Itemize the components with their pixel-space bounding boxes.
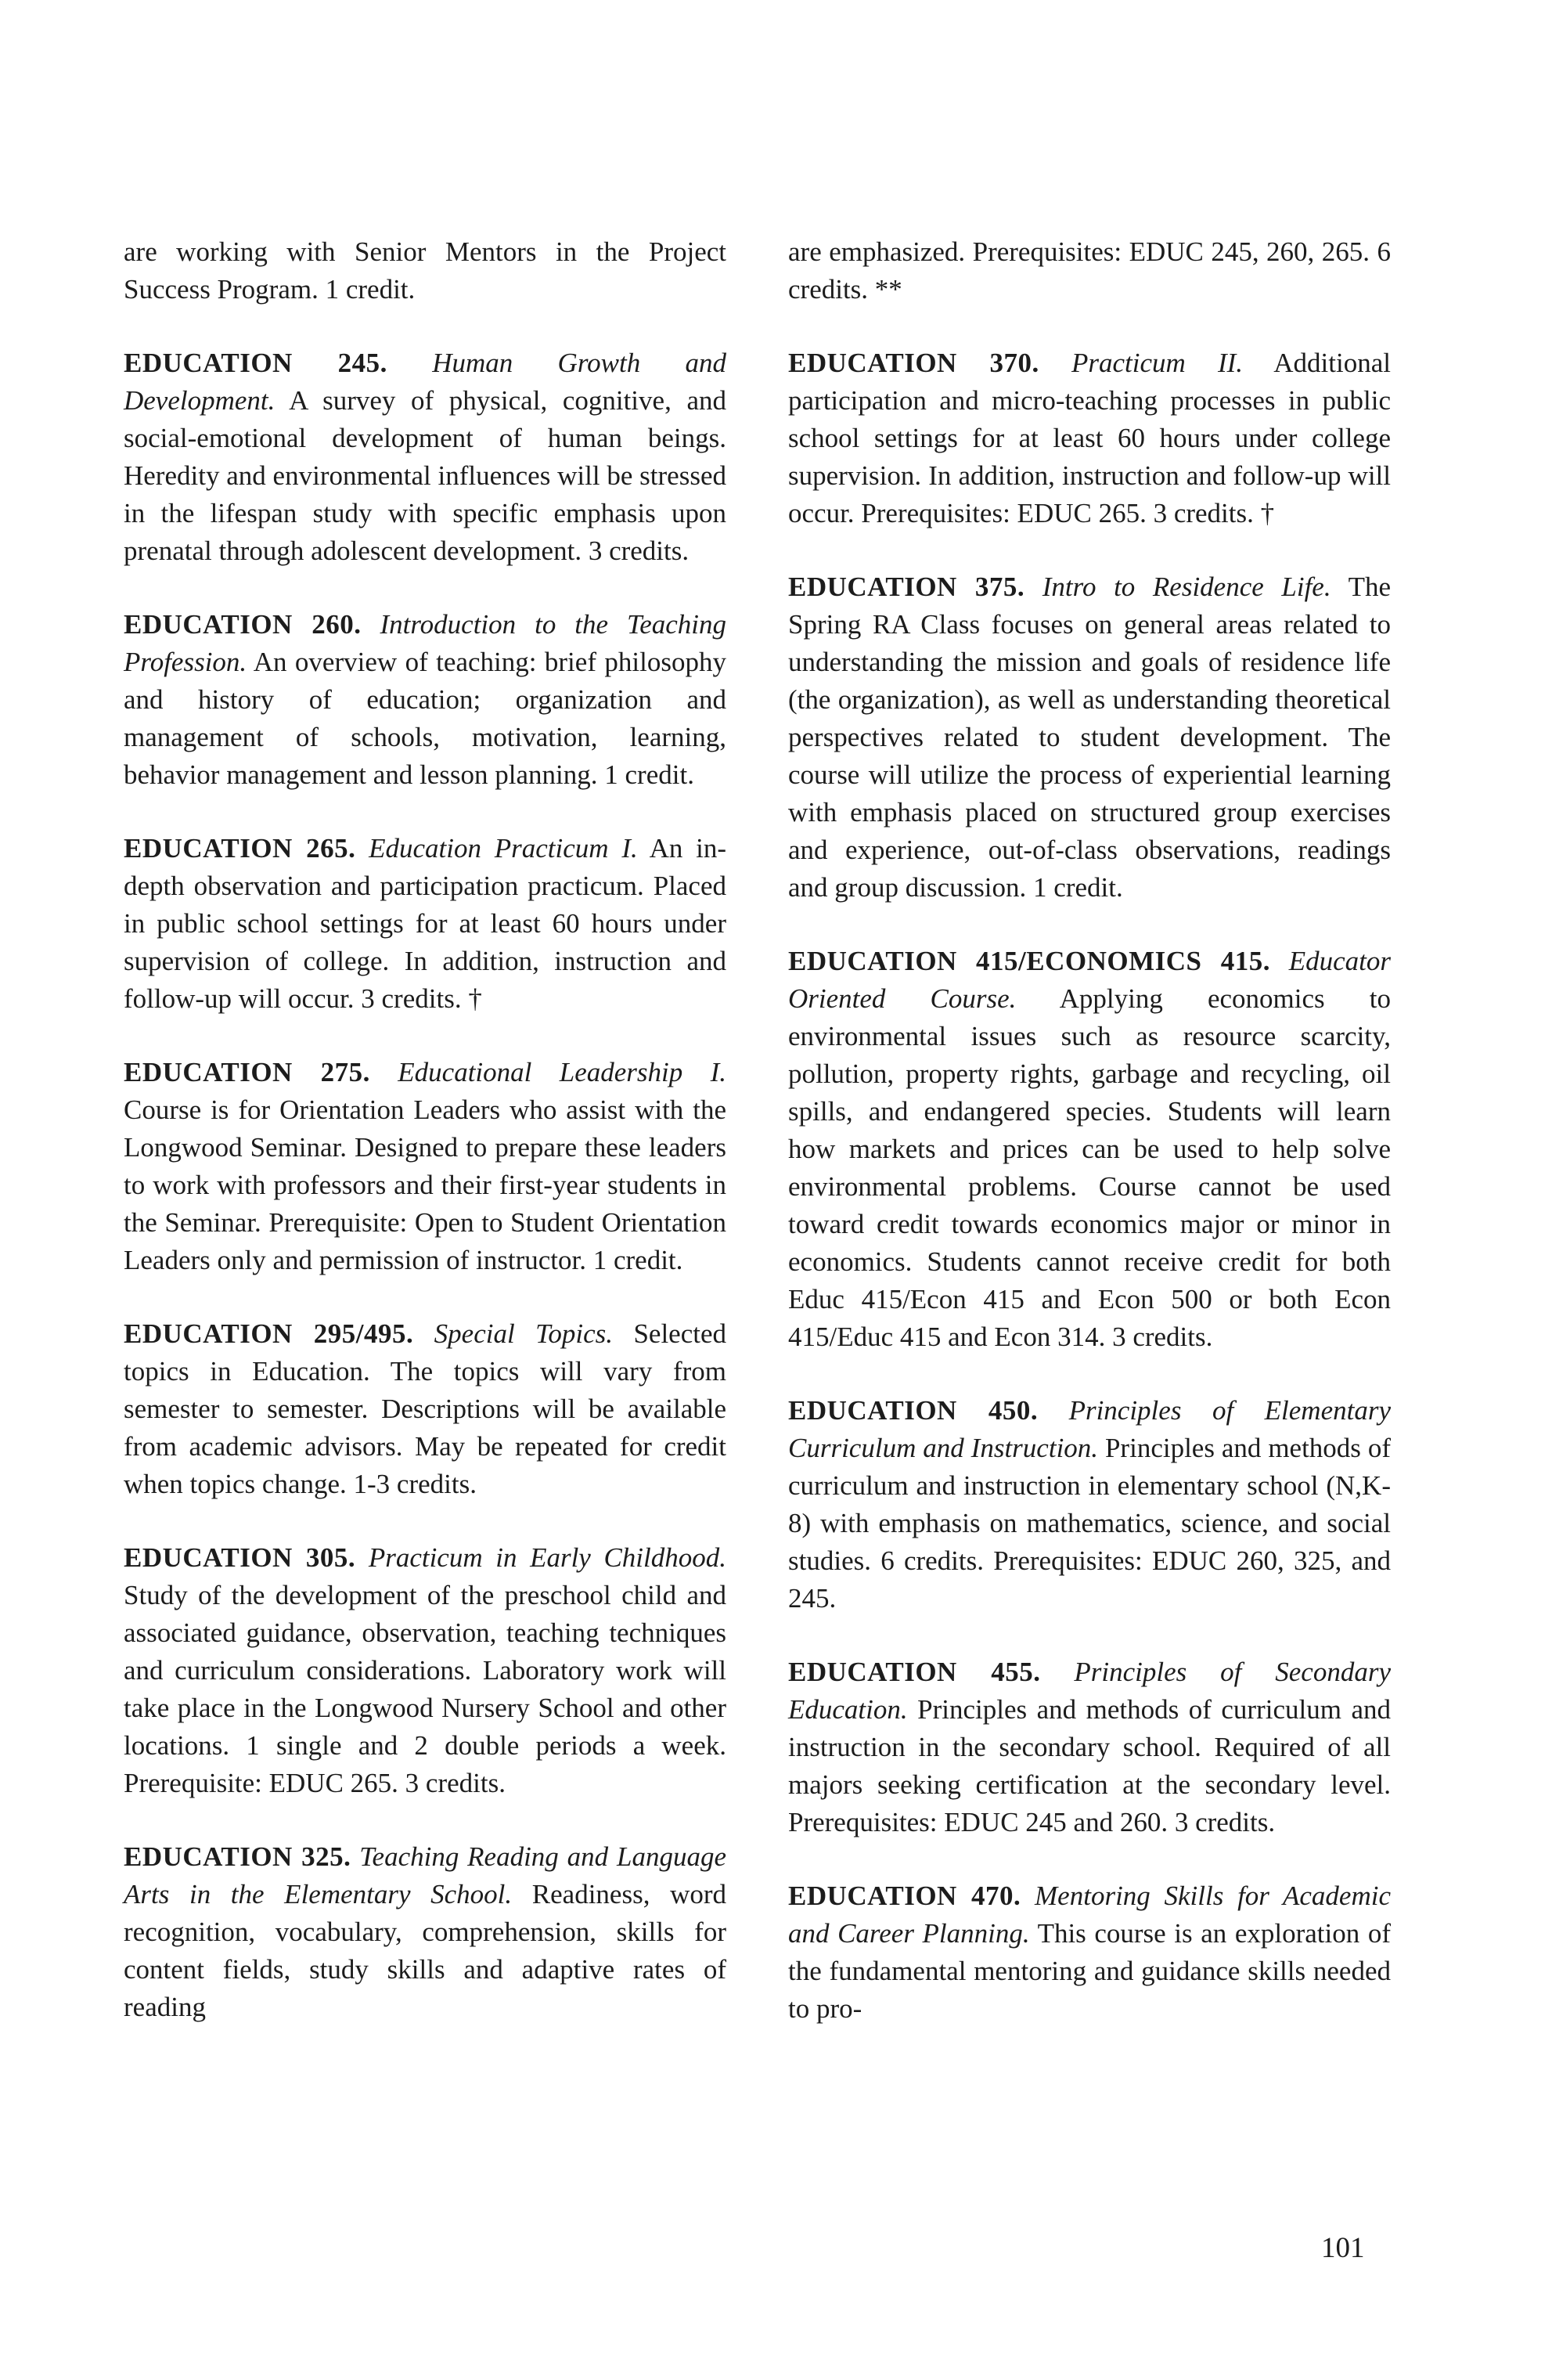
- course-entry-educ-375: [788, 568, 1391, 907]
- course-entry-educ-245: [124, 344, 726, 570]
- course-description: Selected topics in Education. The topics will vary from semester to semester. Descriptions will be available from academic advisors. May be repeated for credit when topics change. 1-3 credits.: [124, 1318, 727, 1499]
- course-entry-educ-450: [788, 1392, 1391, 1617]
- course-entry-educ-265: [124, 830, 726, 1018]
- course-code: EDUCATION 245.: [124, 348, 387, 378]
- course-code: EDUCATION 415/ECONOMICS 415.: [788, 946, 1270, 976]
- course-title: Educational Leadership I.: [398, 1057, 726, 1087]
- course-code: EDUCATION 450.: [788, 1395, 1039, 1426]
- course-description: A survey of physical, cognitive, and social-emotional development of human beings. Heredity and environmental influences will be stressed in the lifespan study with specific emphasis upon prenatal through adolescent development. 3 credits.: [124, 385, 726, 566]
- course-code: EDUCATION 295/495.: [124, 1318, 414, 1349]
- course-entry-educ-455: [788, 1653, 1391, 1841]
- course-description: Principles and methods of curriculum and instruction in the secondary school. Required of all majors seeking certification at the secondary level. Prerequisites: EDUC 245 and 260. 3 credits.: [788, 1694, 1391, 1837]
- course-title: Principles of Elementary Curriculum and Instruction.: [788, 1395, 1391, 1463]
- course-title: Special Topics.: [434, 1318, 614, 1349]
- course-description: Course is for Orientation Leaders who assist with the Longwood Seminar. Designed to prepare these leaders to work with professors and their first-year students in the Seminar. Prerequisite: Open to Student Orientation Leaders only and permission of instructor. 1 credit.: [124, 1094, 726, 1275]
- course-description: An in-depth observation and participation practicum. Placed in public school settings for at least 60 hours under supervision of college. In addition, instruction and follow-up will occur. 3 credits. †: [124, 833, 727, 1014]
- course-description: An overview of teaching: brief philosophy and history of education; organization and management of schools, motivation, learning, behavior management and lesson planning. 1 credit.: [124, 647, 726, 790]
- course-title: Practicum in Early Childhood.: [368, 1542, 726, 1573]
- course-description: Study of the development of the preschool child and associated guidance, observation, teaching techniques and curriculum considerations. Laboratory work will take place in the Longwood Nursery School and other locations. 1 single and 2 double periods a week. Prerequisite: EDUC 265. 3 credits.: [124, 1580, 726, 1798]
- course-title: Educator Oriented Course.: [788, 946, 1391, 1014]
- course-title: Introduction to the Teaching Profession.: [124, 609, 727, 677]
- left-column: [124, 233, 726, 2062]
- course-code: EDUCATION 275.: [124, 1057, 370, 1087]
- course-title: Intro to Residence Life.: [1042, 572, 1331, 602]
- course-title: Principles of Secondary Education.: [788, 1657, 1391, 1725]
- course-entry-educ-275: [124, 1054, 726, 1279]
- course-entry-educ-260: [124, 606, 726, 794]
- course-title: Practicum II.: [1071, 348, 1244, 378]
- course-entry-educ-325: [124, 1838, 726, 2026]
- course-code: EDUCATION 265.: [124, 833, 356, 864]
- course-code: EDUCATION 375.: [788, 572, 1025, 602]
- course-code: EDUCATION 325.: [124, 1841, 351, 1872]
- course-entry-educ-295-495: [124, 1315, 726, 1503]
- course-title: Mentoring Skills for Academic and Career Planning.: [788, 1881, 1391, 1949]
- course-description: Additional participation and micro-teaching processes in public school settings for at least 60 hours under college supervision. In addition, instruction and follow-up will occur. Prerequisites: EDUC 265. 3 credits. †: [788, 348, 1391, 528]
- course-description: Principles and methods of curriculum and instruction in elementary school (N,K-8) with emphasis on mathematics, science, and social studies. 6 credits. Prerequisites: EDUC 260, 325, and 245.: [788, 1433, 1392, 1614]
- course-entry-educ-415-econ-415: [788, 943, 1391, 1356]
- course-code: EDUCATION 470.: [788, 1881, 1021, 1911]
- page-number: 101: [1321, 2232, 1365, 2264]
- course-entry-educ-470: [788, 1877, 1391, 2028]
- course-entry-educ-370: [788, 344, 1391, 532]
- course-title: Teaching Reading and Language Arts in the Elementary School.: [124, 1841, 727, 1909]
- continuation-text: are emphasized. Prerequisites: EDUC 245, 260, 265. 6 credits. **: [788, 236, 1391, 305]
- continuation-text: are working with Senior Mentors in the Project Success Program. 1 credit.: [124, 236, 726, 305]
- course-title: Human Growth and Development.: [124, 348, 727, 416]
- course-title: Education Practicum I.: [369, 833, 638, 864]
- course-code: EDUCATION 370.: [788, 348, 1039, 378]
- course-description: This course is an exploration of the fundamental mentoring and guidance skills needed to pro-: [788, 1918, 1391, 2024]
- course-entry-educ-305: [124, 1539, 726, 1802]
- course-code: EDUCATION 455.: [788, 1657, 1041, 1687]
- course-code: EDUCATION 305.: [124, 1542, 356, 1573]
- course-code: EDUCATION 260.: [124, 609, 362, 640]
- course-description: Applying economics to environmental issues such as resource scarcity, pollution, property rights, garbage and recycling, oil spills, and endangered species. Students will learn how markets and prices can be used to help solve environmental problems. Course cannot be used toward credit towards economics major or minor in economics. Students cannot receive credit for both Educ 415/Econ 415 and Econ 500 or both Econ 415/Educ 415 and Econ 314. 3 credits.: [788, 983, 1391, 1352]
- right-column: [788, 233, 1391, 2064]
- course-description: The Spring RA Class focuses on general areas related to understanding the mission and goals of residence life (the organization), as well as understanding theoretical perspectives related to student development. The course will utilize the process of experiential learning with emphasis placed on structured group exercises and experience, out-of-class observations, readings and group discussion. 1 credit.: [788, 572, 1391, 903]
- course-description: Readiness, word recognition, vocabulary, comprehension, skills for content fields, study skills and adaptive rates of reading: [124, 1879, 726, 2022]
